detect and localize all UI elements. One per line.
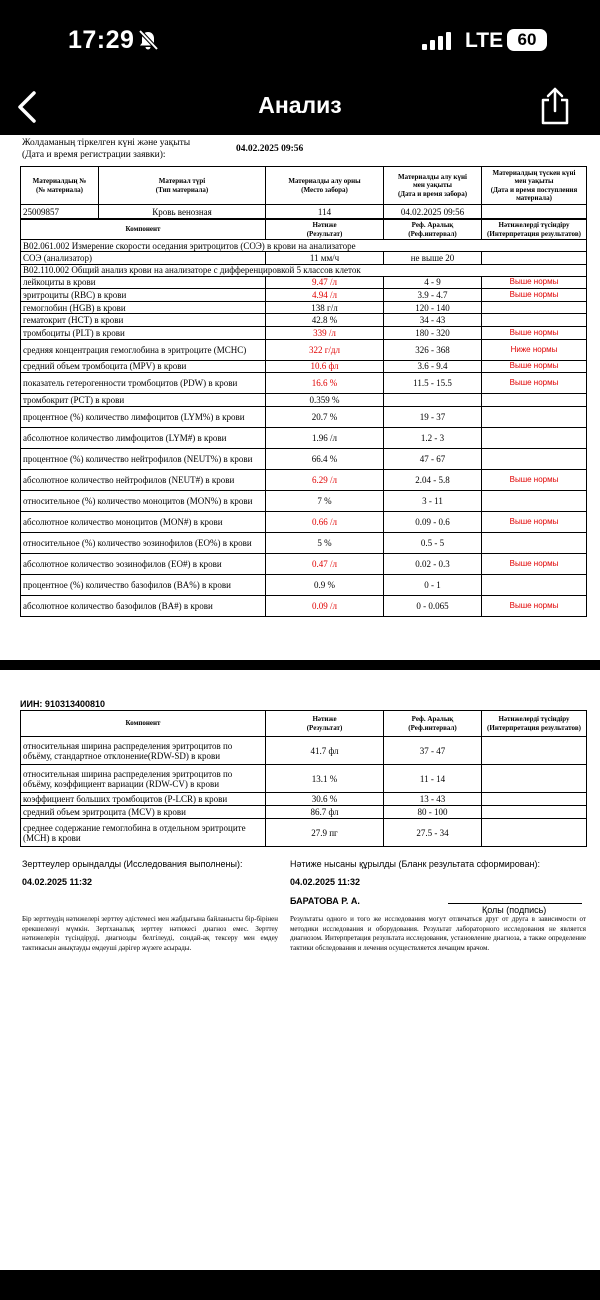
interpretation-cell xyxy=(482,793,587,806)
table-row xyxy=(21,532,587,553)
interpretation-cell xyxy=(482,314,587,327)
result-cell: 339 /л xyxy=(266,326,384,339)
component-cell: абсолютное количество базофилов (BA#) в крови xyxy=(21,595,266,616)
results-header-cell: Компонент xyxy=(21,220,266,240)
battery-indicator: 60 xyxy=(507,29,547,51)
result-cell: 11 мм/ч xyxy=(266,252,384,265)
component-cell: тромбокрит (PCT) в крови xyxy=(21,394,266,407)
component-cell: тромбоциты (PLT) в крови xyxy=(21,326,266,339)
results-header-row xyxy=(21,711,587,737)
reference-cell: 0.5 - 5 xyxy=(384,532,482,553)
footnote-kz: Бір зерттеудің нәтижелері зерттеу әдістемесі мен жабдығына байланысты бір-бірінен ерекшеленуі мүмкін. Зертханалық зерттеу нәтижесі диагноз емес. Зерттеу нәтижелерін түсіндіруді, диагнозды белгілеуді, сондай-ақ тексеру мен емдеу тактикасын анықтауды емдеуші дәрігер жүзеге асырады. xyxy=(22,915,278,952)
component-cell: относительная ширина распределения эритроцитов по объёму, коэффициент вариации (RDW-CV) в крови xyxy=(21,765,266,793)
reference-cell: 0 - 0.065 xyxy=(384,595,482,616)
table-row xyxy=(21,314,587,327)
section-title: В02.061.002 Измерение скорости оседания эритроцитов (СОЭ) в крови на анализаторе xyxy=(21,240,587,252)
interpretation-cell: Выше нормы xyxy=(482,553,587,574)
results-header-cell: Нәтиже (Результат) xyxy=(266,220,384,240)
material-data-row xyxy=(21,205,587,219)
component-cell: относительное (%) количество эозинофилов (EO%) в крови xyxy=(21,532,266,553)
reference-cell: 0.02 - 0.3 xyxy=(384,553,482,574)
interpretation-cell xyxy=(482,737,587,765)
footnote-ru: Результаты одного и того же исследования могут отличаться друг от друга в зависимости от методики исследования и оборудования. Результат лабораторного исследования не является диагнозом. Интерпретация результата исследования, установление диагноза, а также определение тактики обследования и лечения осуществляется лечащим врачом. xyxy=(290,915,586,952)
results-header-cell: Нәтижелерді түсіндіру (Интерпретация результатов) xyxy=(482,711,587,737)
table-row xyxy=(21,469,587,490)
result-cell: 6.29 /л xyxy=(266,469,384,490)
material-cell: 04.02.2025 09:56 xyxy=(384,205,482,219)
reference-cell: 11.5 - 15.5 xyxy=(384,373,482,394)
result-cell: 0.47 /л xyxy=(266,553,384,574)
result-cell: 27.9 пг xyxy=(266,819,384,847)
result-cell: 10.6 фл xyxy=(266,360,384,373)
component-cell: относительная ширина распределения эритроцитов по объёму, стандартное отклонение(RDW-SD) в крови xyxy=(21,737,266,765)
page-title: Анализ xyxy=(258,92,342,118)
component-cell: лейкоциты в крови xyxy=(21,276,266,289)
results-header-row xyxy=(21,220,587,240)
result-cell: 1.96 /л xyxy=(266,427,384,448)
reference-cell: 180 - 320 xyxy=(384,326,482,339)
interpretation-cell: Выше нормы xyxy=(482,326,587,339)
result-cell: 66.4 % xyxy=(266,448,384,469)
result-cell: 30.6 % xyxy=(266,793,384,806)
reference-cell xyxy=(384,394,482,407)
reference-cell: 34 - 43 xyxy=(384,314,482,327)
signature-label: Қолы (подпись) xyxy=(482,905,547,915)
interpretation-cell xyxy=(482,574,587,595)
result-cell: 5 % xyxy=(266,532,384,553)
results-table xyxy=(20,219,587,617)
reference-cell: 13 - 43 xyxy=(384,793,482,806)
status-time: 17:29 xyxy=(68,26,135,54)
result-cell: 0.66 /л xyxy=(266,511,384,532)
reference-cell: 0 - 1 xyxy=(384,574,482,595)
component-cell: СОЭ (анализатор) xyxy=(21,252,266,265)
reference-cell: 3.9 - 4.7 xyxy=(384,289,482,302)
component-cell: относительное (%) количество моноцитов (MON%) в крови xyxy=(21,490,266,511)
table-row xyxy=(21,394,587,407)
registration-date: 04.02.2025 09:56 xyxy=(236,144,304,154)
material-table xyxy=(20,166,587,219)
interpretation-cell: Выше нормы xyxy=(482,595,587,616)
table-row xyxy=(21,490,587,511)
formed-label: Нәтиже нысаны құрылды (Бланк результата сформирован): xyxy=(290,859,540,869)
reference-cell: 326 - 368 xyxy=(384,339,482,360)
result-cell: 4.94 /л xyxy=(266,289,384,302)
table-row xyxy=(21,326,587,339)
reference-cell: 11 - 14 xyxy=(384,765,482,793)
reference-cell: 47 - 67 xyxy=(384,448,482,469)
table-row xyxy=(21,448,587,469)
component-cell: процентное (%) количество базофилов (BA%) в крови xyxy=(21,574,266,595)
reference-cell: 80 - 100 xyxy=(384,806,482,819)
reference-cell: 2.04 - 5.8 xyxy=(384,469,482,490)
reference-cell: 4 - 9 xyxy=(384,276,482,289)
result-cell: 0.359 % xyxy=(266,394,384,407)
material-header-cell: Материалдың № (№ материала) xyxy=(21,167,99,205)
formed-date: 04.02.2025 11:32 xyxy=(290,877,361,887)
material-cell: 114 xyxy=(266,205,384,219)
table-row xyxy=(21,574,587,595)
results-table-2 xyxy=(20,710,587,847)
interpretation-cell xyxy=(482,252,587,265)
performed-date: 04.02.2025 11:32 xyxy=(22,877,93,887)
component-cell: эритроциты (RBC) в крови xyxy=(21,289,266,302)
component-cell: абсолютное количество лимфоцитов (LYM#) в крови xyxy=(21,427,266,448)
reference-cell: 3 - 11 xyxy=(384,490,482,511)
table-row xyxy=(21,511,587,532)
interpretation-cell xyxy=(482,765,587,793)
share-icon[interactable] xyxy=(539,86,571,126)
interpretation-cell xyxy=(482,806,587,819)
result-cell: 42.8 % xyxy=(266,314,384,327)
table-row xyxy=(21,737,587,765)
reference-cell: 27.5 - 34 xyxy=(384,819,482,847)
component-cell: показатель гетерогенности тромбоцитов (PDW) в крови xyxy=(21,373,266,394)
interpretation-cell xyxy=(482,532,587,553)
component-cell: средний объем эритроцита (MCV) в крови xyxy=(21,806,266,819)
table-row xyxy=(21,406,587,427)
table-row xyxy=(21,427,587,448)
interpretation-cell: Выше нормы xyxy=(482,276,587,289)
result-cell: 138 г/л xyxy=(266,301,384,314)
component-cell: гематокрит (HCT) в крови xyxy=(21,314,266,327)
network-type: LTE xyxy=(465,29,504,52)
interpretation-cell: Выше нормы xyxy=(482,360,587,373)
result-cell: 13.1 % xyxy=(266,765,384,793)
interpretation-cell xyxy=(482,819,587,847)
results-header-cell: Реф. Аралық (Реф.интервал) xyxy=(384,220,482,240)
result-cell: 322 г/дл xyxy=(266,339,384,360)
document-page-1[interactable] xyxy=(0,135,600,660)
interpretation-cell xyxy=(482,448,587,469)
result-cell: 16.6 % xyxy=(266,373,384,394)
reference-cell: не выше 20 xyxy=(384,252,482,265)
interpretation-cell: Выше нормы xyxy=(482,373,587,394)
table-row xyxy=(21,360,587,373)
table-row xyxy=(21,289,587,302)
result-cell: 0.9 % xyxy=(266,574,384,595)
component-cell: процентное (%) количество лимфоцитов (LYM%) в крови xyxy=(21,406,266,427)
interpretation-cell: Ниже нормы xyxy=(482,339,587,360)
table-row xyxy=(21,819,587,847)
doctor-name: БАРАТОВА Р. А. xyxy=(290,896,360,906)
component-cell: абсолютное количество моноцитов (MON#) в крови xyxy=(21,511,266,532)
iin-label: ИИН: 910313400810 xyxy=(20,699,105,709)
component-cell: средний объем тромбоцита (MPV) в крови xyxy=(21,360,266,373)
table-row xyxy=(21,373,587,394)
results-header-cell: Компонент xyxy=(21,711,266,737)
table-row xyxy=(21,595,587,616)
interpretation-cell xyxy=(482,427,587,448)
component-cell: абсолютное количество нейтрофилов (NEUT#) в крови xyxy=(21,469,266,490)
reference-cell: 37 - 47 xyxy=(384,737,482,765)
registration-label-kz: Жолдаманың тіркелген күні және уақыты xyxy=(22,138,191,148)
result-cell: 0.09 /л xyxy=(266,595,384,616)
result-cell: 9.47 /л xyxy=(266,276,384,289)
navigation-bar xyxy=(0,80,600,135)
table-row xyxy=(21,252,587,265)
material-cell xyxy=(482,205,587,219)
result-cell: 41.7 фл xyxy=(266,737,384,765)
table-row xyxy=(21,339,587,360)
component-cell: гемоглобин (HGB) в крови xyxy=(21,301,266,314)
silent-bell-icon xyxy=(137,29,159,51)
component-cell: абсолютное количество эозинофилов (EO#) в крови xyxy=(21,553,266,574)
table-row xyxy=(21,553,587,574)
material-cell: Кровь венозная xyxy=(99,205,266,219)
material-cell: 25009857 xyxy=(21,205,99,219)
section-title: В02.110.002 Общий анализ крови на анализаторе с дифференцировкой 5 классов клеток xyxy=(21,264,587,276)
interpretation-cell xyxy=(482,490,587,511)
reference-cell: 120 - 140 xyxy=(384,301,482,314)
table-row xyxy=(21,793,587,806)
results-header-cell: Реф. Аралық (Реф.интервал) xyxy=(384,711,482,737)
interpretation-cell: Выше нормы xyxy=(482,289,587,302)
status-bar xyxy=(0,0,600,80)
component-cell: средняя концентрация гемоглобина в эритроците (MCHC) xyxy=(21,339,266,360)
registration-label-ru: (Дата и время регистрации заявки): xyxy=(22,150,166,160)
material-header-cell: Материал түрі (Тип материала) xyxy=(99,167,266,205)
reference-cell: 0.09 - 0.6 xyxy=(384,511,482,532)
signature-line xyxy=(448,903,582,904)
result-cell: 86.7 фл xyxy=(266,806,384,819)
document-page-2[interactable] xyxy=(0,670,600,1270)
interpretation-cell: Выше нормы xyxy=(482,511,587,532)
component-cell: процентное (%) количество нейтрофилов (NEUT%) в крови xyxy=(21,448,266,469)
result-cell: 7 % xyxy=(266,490,384,511)
registration-label xyxy=(22,137,190,161)
reference-cell: 1.2 - 3 xyxy=(384,427,482,448)
section-row xyxy=(21,264,587,276)
material-header-cell: Материалды алу орны (Место забора) xyxy=(266,167,384,205)
section-row xyxy=(21,240,587,252)
result-cell: 20.7 % xyxy=(266,406,384,427)
cellular-signal-icon xyxy=(422,32,452,50)
interpretation-cell: Выше нормы xyxy=(482,469,587,490)
results-header-cell: Нәтижелерді түсіндіру (Интерпретация результатов) xyxy=(482,220,587,240)
material-header-cell: Материалдың түскен күні мен уақыты (Дата и время поступления материала) xyxy=(482,167,587,205)
table-row xyxy=(21,806,587,819)
material-header-row xyxy=(21,167,587,205)
component-cell: среднее содержание гемоглобина в отдельном эритроците (MCH) в крови xyxy=(21,819,266,847)
table-row xyxy=(21,765,587,793)
interpretation-cell xyxy=(482,406,587,427)
performed-label: Зерттеулер орындалды (Исследования выполнены): xyxy=(22,859,243,869)
component-cell: коэффициент больших тромбоцитов (P-LCR) в крови xyxy=(21,793,266,806)
reference-cell: 19 - 37 xyxy=(384,406,482,427)
results-header-cell: Нәтиже (Результат) xyxy=(266,711,384,737)
reference-cell: 3.6 - 9.4 xyxy=(384,360,482,373)
table-row xyxy=(21,301,587,314)
interpretation-cell xyxy=(482,301,587,314)
table-row xyxy=(21,276,587,289)
interpretation-cell xyxy=(482,394,587,407)
material-header-cell: Материалды алу күні мен уақыты (Дата и время забора) xyxy=(384,167,482,205)
home-indicator[interactable] xyxy=(193,1283,407,1289)
